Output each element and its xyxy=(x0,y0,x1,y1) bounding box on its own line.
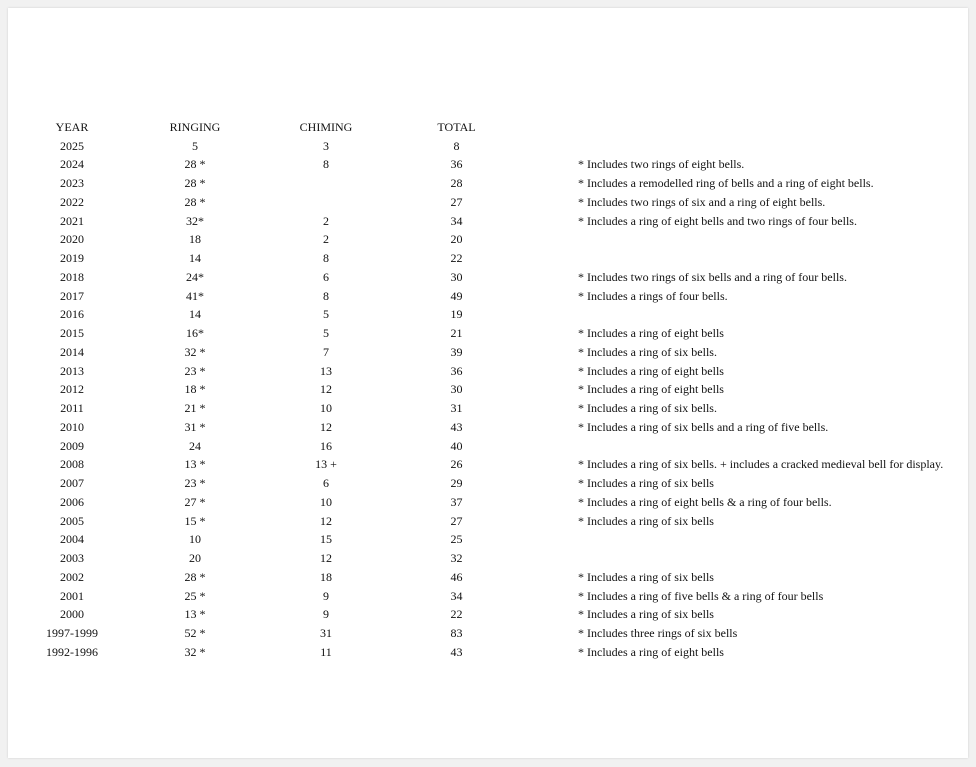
total-cell: 49 xyxy=(450,288,463,303)
table-row xyxy=(22,268,943,287)
note-cell: * Includes a ring of eight bells xyxy=(578,326,724,341)
total-cell: 28 xyxy=(450,176,463,191)
table-row xyxy=(22,231,943,250)
note-cell: * Includes a ring of six bells xyxy=(578,569,714,584)
total-cell: 37 xyxy=(450,494,463,509)
total-cell: 8 xyxy=(453,138,460,153)
table-row xyxy=(22,174,943,193)
year-cell: 2019 xyxy=(60,251,84,266)
gap-cell xyxy=(529,456,578,475)
table-row xyxy=(22,437,943,456)
table-row xyxy=(22,362,943,381)
gap-cell xyxy=(529,437,578,456)
gap-cell xyxy=(529,287,578,306)
gap-cell xyxy=(529,343,578,362)
year-cell: 2012 xyxy=(60,382,84,397)
note-cell: * Includes a remodelled ring of bells and a ring of eight bells. xyxy=(578,176,874,191)
ringing-cell: 14 xyxy=(189,251,201,266)
note-cell: * Includes two rings of six and a ring of eight bells. xyxy=(578,194,826,209)
ringing-cell: 23 * xyxy=(184,476,206,491)
gap-cell xyxy=(529,306,578,325)
table-row xyxy=(22,512,943,531)
year-cell: 2007 xyxy=(60,476,84,491)
table-row xyxy=(22,399,943,418)
year-cell: 2000 xyxy=(60,607,84,622)
total-cell: 27 xyxy=(450,513,463,528)
table-row xyxy=(22,549,943,568)
total-cell: 40 xyxy=(450,438,463,453)
bell-statistics-table xyxy=(22,118,943,662)
year-cell: 2017 xyxy=(60,288,84,303)
header-chiming: CHIMING xyxy=(299,119,353,134)
ringing-cell: 21 * xyxy=(184,401,206,416)
gap-cell xyxy=(529,137,578,156)
chiming-cell: 31 xyxy=(320,626,332,641)
ringing-cell: 52 * xyxy=(184,626,206,641)
table-row xyxy=(22,212,943,231)
total-cell: 34 xyxy=(450,588,463,603)
year-cell: 2014 xyxy=(60,344,84,359)
chiming-cell: 10 xyxy=(320,401,332,416)
gap-cell xyxy=(529,531,578,550)
year-cell: 2020 xyxy=(60,232,84,247)
note-cell: * Includes a ring of eight bells & a ring of four bells. xyxy=(578,494,832,509)
chiming-cell: 9 xyxy=(323,588,329,603)
ringing-cell: 28 * xyxy=(184,569,206,584)
table-row xyxy=(22,137,943,156)
year-cell: 2005 xyxy=(60,513,84,528)
gap-cell xyxy=(529,156,578,175)
header-ringing: RINGING xyxy=(169,119,221,134)
total-cell: 29 xyxy=(450,476,463,491)
total-cell: 30 xyxy=(450,269,463,284)
table-body xyxy=(22,137,943,662)
total-cell: 46 xyxy=(450,569,463,584)
chiming-cell: 11 xyxy=(320,644,332,659)
ringing-cell: 16* xyxy=(186,326,204,341)
ringing-cell: 25 * xyxy=(184,588,206,603)
note-cell: * Includes a ring of six bells. xyxy=(578,344,717,359)
chiming-cell: 8 xyxy=(323,288,329,303)
chiming-cell: 5 xyxy=(323,326,329,341)
gap-cell xyxy=(529,418,578,437)
year-cell: 2022 xyxy=(60,194,84,209)
table-row xyxy=(22,381,943,400)
ringing-cell: 18 * xyxy=(184,382,206,397)
gap-cell xyxy=(529,587,578,606)
gap-cell xyxy=(529,193,578,212)
total-cell: 22 xyxy=(450,251,463,266)
table-row xyxy=(22,343,943,362)
table-row xyxy=(22,156,943,175)
table-row xyxy=(22,474,943,493)
year-cell: 2011 xyxy=(60,401,84,416)
note-cell: * Includes a ring of eight bells xyxy=(578,644,724,659)
year-cell: 2006 xyxy=(60,494,84,509)
ringing-cell: 32 * xyxy=(184,644,206,659)
note-cell: * Includes two rings of six bells and a ring of four bells. xyxy=(578,269,847,284)
ringing-cell: 28 * xyxy=(184,194,206,209)
table-row xyxy=(22,624,943,643)
note-cell xyxy=(578,137,943,156)
gap-cell xyxy=(529,624,578,643)
header-row xyxy=(22,118,943,137)
total-cell: 32 xyxy=(450,551,463,566)
chiming-cell: 2 xyxy=(323,213,329,228)
year-cell: 2010 xyxy=(60,419,84,434)
note-cell: * Includes a ring of six bells and a ring of five bells. xyxy=(578,419,829,434)
ringing-cell: 41* xyxy=(186,288,204,303)
ringing-cell: 15 * xyxy=(184,513,206,528)
chiming-cell: 12 xyxy=(320,419,332,434)
total-cell: 20 xyxy=(450,232,463,247)
total-cell: 83 xyxy=(450,626,463,641)
total-cell: 21 xyxy=(450,326,463,341)
gap-cell xyxy=(529,493,578,512)
note-cell: * Includes a ring of eight bells xyxy=(578,363,724,378)
gap-cell xyxy=(529,212,578,231)
gap-cell xyxy=(529,231,578,250)
ringing-cell: 28 * xyxy=(184,176,206,191)
chiming-cell: 12 xyxy=(320,382,332,397)
year-cell: 2021 xyxy=(60,213,84,228)
header-total: TOTAL xyxy=(437,119,476,134)
chiming-cell: 6 xyxy=(323,269,329,284)
total-cell: 36 xyxy=(450,363,463,378)
ringing-cell: 5 xyxy=(192,138,198,153)
year-cell: 2008 xyxy=(60,457,84,472)
table-row xyxy=(22,324,943,343)
chiming-cell: 2 xyxy=(323,232,329,247)
chiming-cell: 6 xyxy=(323,476,329,491)
table-row xyxy=(22,193,943,212)
gap-cell xyxy=(529,174,578,193)
chiming-cell: 3 xyxy=(323,138,329,153)
note-cell xyxy=(578,231,943,250)
total-cell: 43 xyxy=(450,644,463,659)
total-cell: 36 xyxy=(450,157,463,172)
ringing-cell: 20 xyxy=(189,551,201,566)
chiming-cell: 13 xyxy=(320,363,332,378)
ringing-cell: 23 * xyxy=(184,363,206,378)
total-cell: 26 xyxy=(450,457,463,472)
chiming-cell xyxy=(268,174,384,193)
total-cell: 25 xyxy=(450,532,463,547)
year-cell: 2001 xyxy=(60,588,84,603)
year-cell: 1992-1996 xyxy=(46,644,98,659)
gap-cell xyxy=(529,512,578,531)
table-row xyxy=(22,587,943,606)
header-year: YEAR xyxy=(55,119,89,134)
gap-cell xyxy=(529,549,578,568)
total-cell: 19 xyxy=(450,307,463,322)
table-row xyxy=(22,456,943,475)
total-cell: 39 xyxy=(450,344,463,359)
ringing-cell: 18 xyxy=(189,232,201,247)
table-row xyxy=(22,606,943,625)
gap-cell xyxy=(529,268,578,287)
total-cell: 27 xyxy=(450,194,463,209)
note-cell: * Includes a ring of six bells xyxy=(578,513,714,528)
ringing-cell: 31 * xyxy=(184,419,206,434)
chiming-cell: 8 xyxy=(323,157,329,172)
total-cell: 31 xyxy=(450,401,463,416)
table-header xyxy=(22,118,943,137)
chiming-cell: 9 xyxy=(323,607,329,622)
note-cell: * Includes a ring of six bells. xyxy=(578,401,717,416)
ringing-cell: 32* xyxy=(186,213,204,228)
year-cell: 2023 xyxy=(60,176,84,191)
gap-cell xyxy=(529,362,578,381)
note-cell xyxy=(578,249,943,268)
table-row xyxy=(22,418,943,437)
header-note xyxy=(578,118,943,137)
note-cell: * Includes two rings of eight bells. xyxy=(578,157,745,172)
chiming-cell: 13 + xyxy=(315,457,337,472)
total-cell: 22 xyxy=(450,607,463,622)
ringing-cell: 24* xyxy=(186,269,204,284)
note-cell xyxy=(578,437,943,456)
total-cell: 43 xyxy=(450,419,463,434)
gap-cell xyxy=(529,324,578,343)
note-cell: * Includes a ring of six bells xyxy=(578,607,714,622)
note-cell: * Includes a ring of six bells. + includes a cracked medieval bell for display. xyxy=(578,457,944,472)
ringing-cell: 13 * xyxy=(184,457,206,472)
header-gap xyxy=(529,118,578,137)
ringing-cell: 27 * xyxy=(184,494,206,509)
note-cell xyxy=(578,531,943,550)
note-cell: * Includes a ring of eight bells and two rings of four bells. xyxy=(578,213,857,228)
chiming-cell: 12 xyxy=(320,513,332,528)
ringing-cell: 13 * xyxy=(184,607,206,622)
year-cell: 2015 xyxy=(60,326,84,341)
note-cell xyxy=(578,306,943,325)
year-cell: 2024 xyxy=(60,157,84,172)
gap-cell xyxy=(529,568,578,587)
gap-cell xyxy=(529,606,578,625)
total-cell: 34 xyxy=(450,213,463,228)
note-cell xyxy=(578,549,943,568)
table-row xyxy=(22,643,943,662)
note-cell: * Includes a ring of five bells & a ring of four bells xyxy=(578,588,824,603)
chiming-cell: 12 xyxy=(320,551,332,566)
chiming-cell: 10 xyxy=(320,494,332,509)
gap-cell xyxy=(529,399,578,418)
ringing-cell: 32 * xyxy=(184,344,206,359)
note-cell: * Includes three rings of six bells xyxy=(578,626,738,641)
table-row xyxy=(22,249,943,268)
gap-cell xyxy=(529,249,578,268)
note-cell: * Includes a ring of six bells xyxy=(578,476,714,491)
table-row xyxy=(22,493,943,512)
ringing-cell: 14 xyxy=(189,307,201,322)
year-cell: 2016 xyxy=(60,307,84,322)
table-row xyxy=(22,568,943,587)
chiming-cell: 18 xyxy=(320,569,332,584)
year-cell: 2013 xyxy=(60,363,84,378)
year-cell: 2003 xyxy=(60,551,84,566)
table-row xyxy=(22,531,943,550)
chiming-cell xyxy=(268,193,384,212)
chiming-cell: 5 xyxy=(323,307,329,322)
table-row xyxy=(22,306,943,325)
chiming-cell: 7 xyxy=(323,344,329,359)
year-cell: 2009 xyxy=(60,438,84,453)
total-cell: 30 xyxy=(450,382,463,397)
table-row xyxy=(22,287,943,306)
year-cell: 2002 xyxy=(60,569,84,584)
year-cell: 1997-1999 xyxy=(46,626,98,641)
ringing-cell: 28 * xyxy=(184,157,206,172)
year-cell: 2018 xyxy=(60,269,84,284)
document-page xyxy=(8,8,968,758)
note-cell: * Includes a rings of four bells. xyxy=(578,288,728,303)
ringing-cell: 24 xyxy=(189,438,201,453)
chiming-cell: 15 xyxy=(320,532,332,547)
chiming-cell: 16 xyxy=(320,438,332,453)
note-cell: * Includes a ring of eight bells xyxy=(578,382,724,397)
gap-cell xyxy=(529,381,578,400)
year-cell: 2004 xyxy=(60,532,84,547)
chiming-cell: 8 xyxy=(323,251,329,266)
gap-cell xyxy=(529,474,578,493)
gap-cell xyxy=(529,643,578,662)
year-cell: 2025 xyxy=(60,138,84,153)
ringing-cell: 10 xyxy=(189,532,201,547)
